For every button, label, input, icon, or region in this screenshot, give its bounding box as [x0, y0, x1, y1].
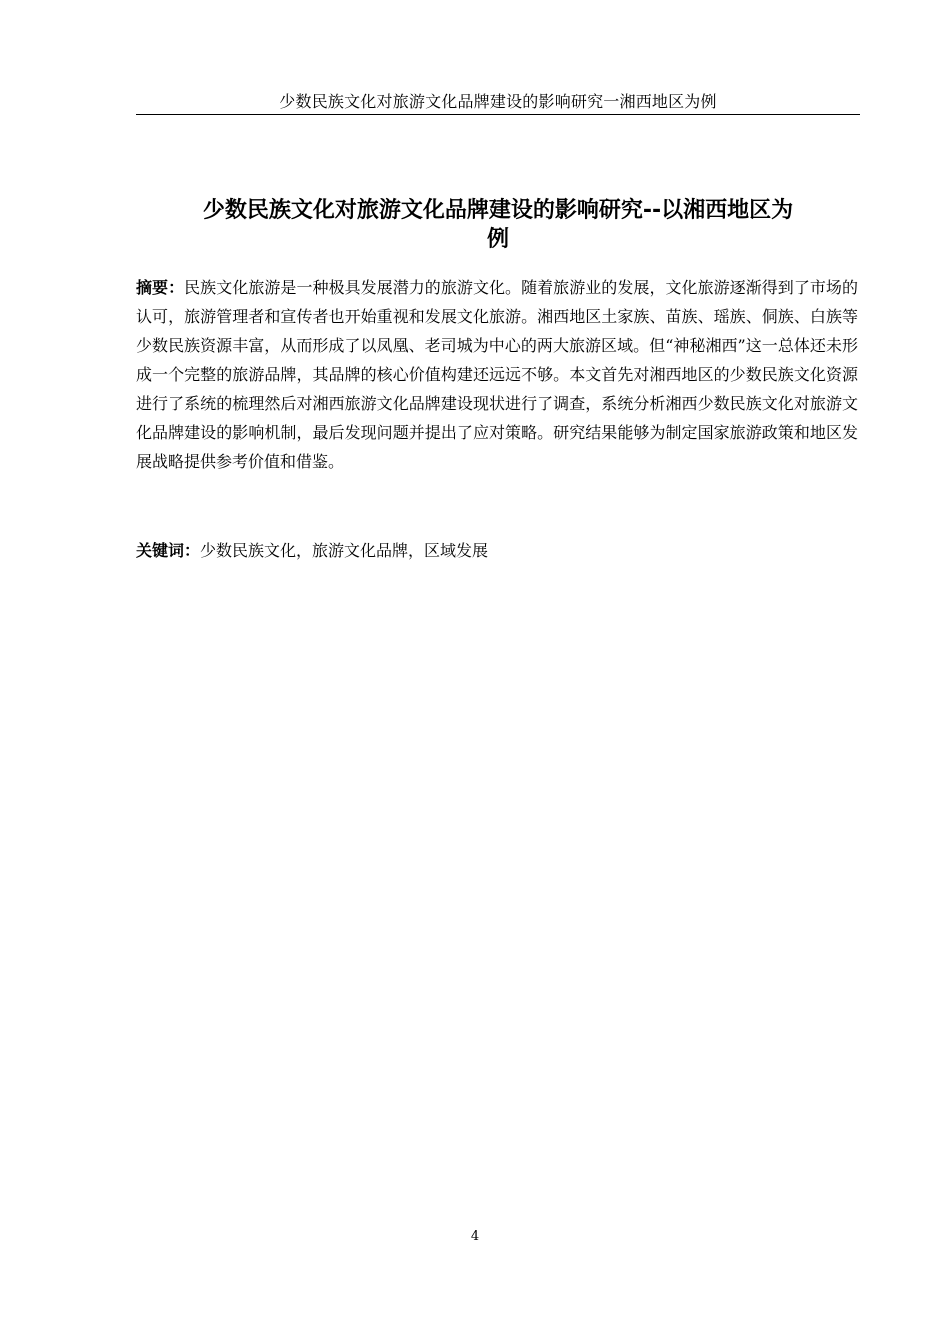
- keywords-text: 少数民族文化，旅游文化品牌，区域发展: [200, 541, 489, 560]
- abstract-label: 摘要：: [136, 278, 185, 297]
- abstract-text: 民族文化旅游是一种极具发展潜力的旅游文化。随着旅游业的发展，文化旅游逐渐得到了市场的认可，旅游管理者和宣传者也开始重视和发展文化旅游。湘西地区土家族、苗族、瑶族、侗族、白族等少数民族资源丰富，从而形成了以凤凰、老司城为中心的两大旅游区域。但“神秘湘西”这一总体还未形成一个完整的旅游品牌，其品牌的核心价值构建还远远不够。本文首先对湘西地区的少数民族文化资源进行了系统的梳理然后对湘西旅游文化品牌建设现状进行了调查，系统分析湘西少数民族文化对旅游文化品牌建设的影响机制，最后发现问题并提出了应对策略。研究结果能够为制定国家旅游政策和地区发展战略提供参考价值和借鉴。: [136, 278, 858, 471]
- paper-title-line-1: 少数民族文化对旅游文化品牌建设的影响研究--以湘西地区为: [202, 198, 794, 223]
- keywords-paragraph: [136, 536, 858, 565]
- keywords-label: 关键词：: [136, 541, 201, 560]
- page-number: 4: [470, 1229, 480, 1244]
- abstract-paragraph: [136, 273, 858, 476]
- paper-title-line-2: 例: [486, 227, 509, 252]
- running-header: 少数民族文化对旅游文化品牌建设的影响研究一湘西地区为例: [136, 92, 860, 115]
- paper-title: [136, 196, 860, 254]
